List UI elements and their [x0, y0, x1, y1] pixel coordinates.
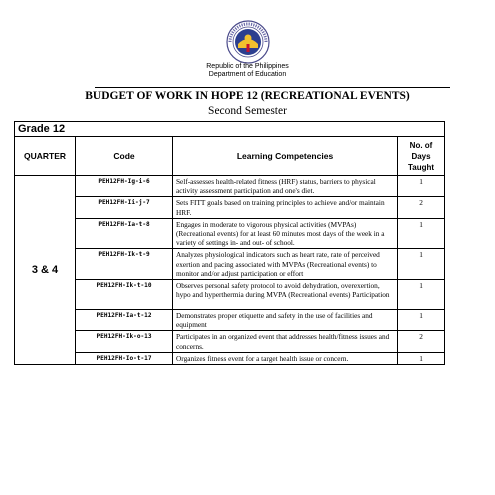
days-taught: 1 — [398, 352, 445, 364]
table-row — [15, 176, 445, 197]
document-subtitle: Second Semester — [208, 105, 287, 117]
table-row — [15, 249, 445, 280]
days-taught: 1 — [398, 176, 445, 197]
quarter-value: 3 & 4 — [15, 176, 76, 365]
table-row — [15, 331, 445, 352]
competency-code: PEH12FH-Ia-t-12 — [76, 310, 173, 331]
days-header-line3: Taught — [407, 162, 435, 172]
days-taught: 2 — [398, 197, 445, 218]
table-row — [15, 197, 445, 218]
competency-text: Sets FITT goals based on training principles to achieve and/or maintain HRF. — [173, 197, 398, 218]
competency-code: PEH12FH-Ik-t-10 — [76, 280, 173, 310]
competency-code: PEH12FH-Ia-t-8 — [76, 218, 173, 249]
competency-text: Demonstrates proper etiquette and safety in the use of facilities and equipment — [173, 310, 398, 331]
competencies-column-header: Learning Competencies — [173, 137, 398, 176]
competency-code: PEH12FH-Ig-i-6 — [76, 176, 173, 197]
department-name: Department of Education — [208, 71, 287, 78]
days-taught: 2 — [398, 331, 445, 352]
code-column-header: Code — [76, 137, 173, 176]
competency-code: PEH12FH-Io-t-17 — [76, 352, 173, 364]
days-taught: 1 — [398, 249, 445, 280]
deped-seal-icon — [226, 20, 270, 64]
days-header-line2: Days — [411, 151, 431, 161]
competency-text: Organizes fitness event for a target health issue or concern. — [173, 352, 398, 364]
competency-text: Analyzes physiological indicators such as heart rate, rate of perceived exertion and pacing associated with MVPAs (Recreational events) to monitor and/or adjust participation or effort — [173, 249, 398, 280]
days-taught: 1 — [398, 310, 445, 331]
days-header-line1: No. of — [409, 140, 433, 150]
days-taught: 1 — [398, 280, 445, 310]
days-column-header — [398, 137, 445, 176]
competency-text: Engages in moderate to vigorous physical activities (MVPAs) (Recreational events) for at least 60 minutes most days of the week in a variety of settings in- and out- of school. — [173, 218, 398, 249]
grade-label: Grade 12 — [15, 122, 445, 137]
table-row — [15, 352, 445, 364]
competency-text: Participates in an organized event that addresses health/fitness issues and concerns. — [173, 331, 398, 352]
agency-name: Republic of the Philippines — [206, 63, 289, 70]
table-row — [15, 218, 445, 249]
competency-code: PEH12FH-Ik-o-13 — [76, 331, 173, 352]
days-taught: 1 — [398, 218, 445, 249]
competency-code: PEH12FH-Ii-j-7 — [76, 197, 173, 218]
document-title: BUDGET OF WORK IN HOPE 12 (RECREATIONAL EVENTS) — [85, 90, 410, 102]
table-row — [15, 310, 445, 331]
table-row — [15, 280, 445, 310]
competency-text: Self-assesses health-related fitness (HRF) status, barriers to physical activity assessment participation and one's diet. — [173, 176, 398, 197]
competency-text: Observes personal safety protocol to avoid dehydration, overexertion, hypo and hyperthermia during MVPA (Recreational events) Participation — [173, 280, 398, 310]
quarter-column-header: QUARTER — [15, 137, 76, 176]
competency-code: PEH12FH-Ik-t-9 — [76, 249, 173, 280]
budget-of-work-table — [14, 121, 445, 365]
header-divider — [95, 87, 450, 88]
